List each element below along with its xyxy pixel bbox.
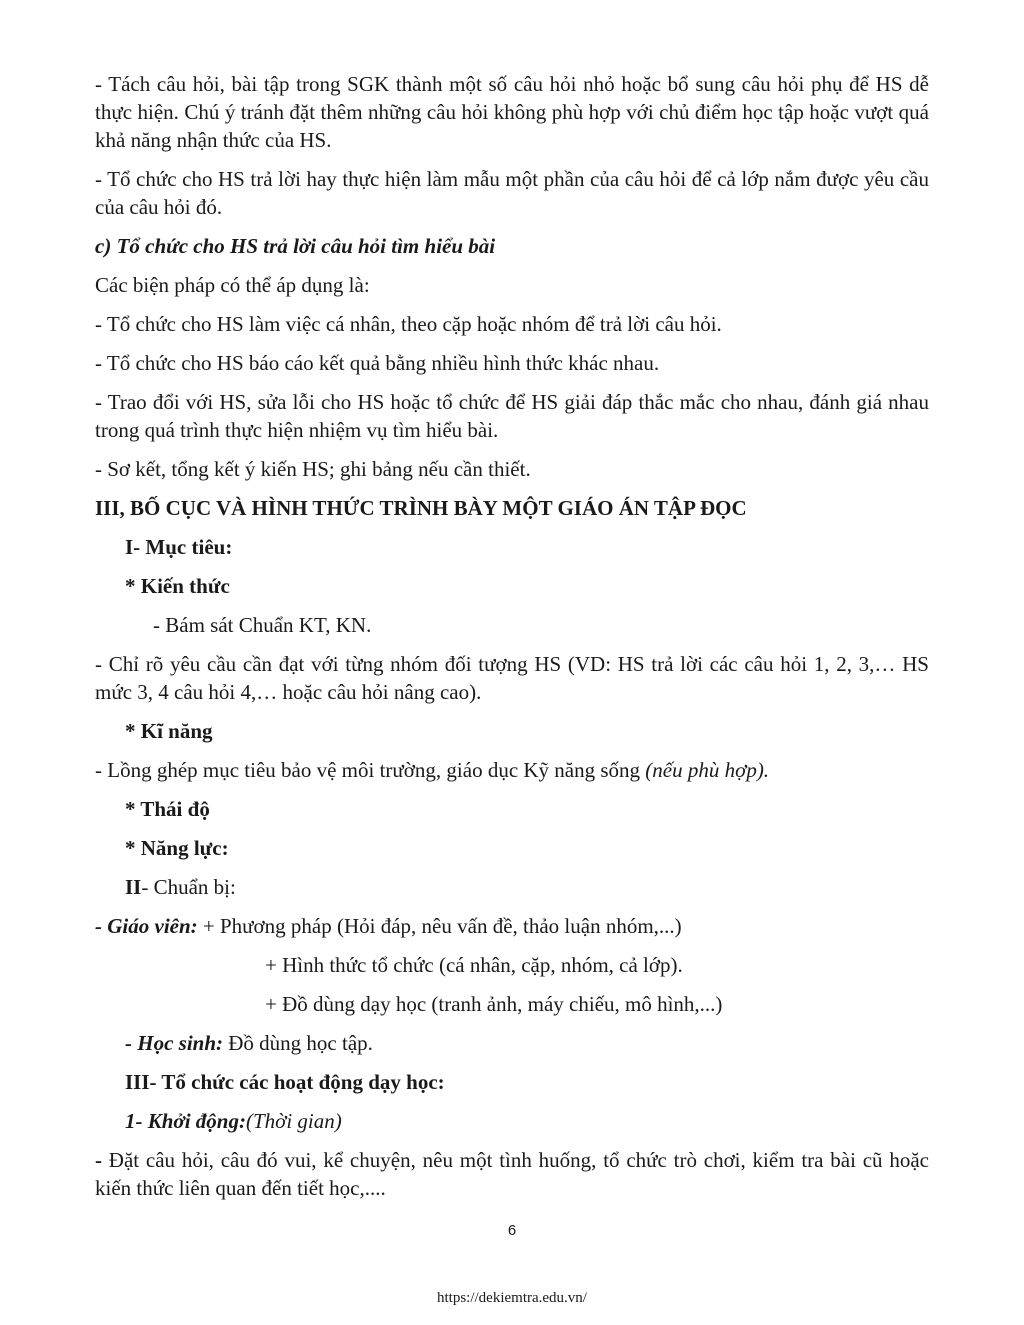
paragraph: - Chỉ rõ yêu cầu cần đạt với từng nhóm đối tượng HS (VD: HS trả lời các câu hỏi 1, 2, 3,… HS mức 3, 4 câu hỏi 4,… hoặc câu hỏi nâng cao). [95,652,929,704]
note: (Thời gian) [245,1109,342,1133]
label: - Giáo viên: [95,914,198,938]
subheading: * Kĩ năng [125,719,213,743]
subheading [95,873,929,901]
paragraph [95,1146,929,1202]
paragraph [95,756,929,784]
subheading: I- Mục tiêu: [125,535,233,559]
text: II [125,875,142,899]
text: Đồ dùng học tập. [223,1031,373,1055]
subheading: * Năng lực: [125,836,229,860]
subheading: * Kiến thức [125,574,230,598]
text: Đặt câu hỏi, câu đó vui, kể chuyện, nêu một tình huống, tổ chức trò chơi, kiểm tra bài cũ hoặc kiến thức liên quan đến tiết học,.... [95,1148,929,1200]
paragraph: - Tổ chức cho HS trả lời hay thực hiện làm mẫu một phần của câu hỏi để cả lớp nắm được yêu cầu của câu hỏi đó. [95,167,929,219]
footer-url: https://dekiemtra.edu.vn/ [437,1290,587,1306]
text: - Lồng ghép mục tiêu bảo vệ môi trường, giáo dục Kỹ năng sống [95,758,646,782]
page-number: 6 [507,1222,517,1239]
text: - Chuẩn bị: [141,875,236,899]
note: (nếu phù hợp). [645,758,770,782]
paragraph: - Tách câu hỏi, bài tập trong SGK thành một số câu hỏi nhỏ hoặc bổ sung câu hỏi phụ để HS dễ thực hiện. Chú ý tránh đặt thêm những câu hỏi không phù hợp với chủ điểm học tập hoặc vượt quá khả năng nhận thức của HS. [95,72,929,152]
label: 1- Khởi động: [125,1109,246,1133]
paragraph: - Tổ chức cho HS báo cáo kết quả bằng nhiều hình thức khác nhau. [95,351,660,375]
paragraph: - Tổ chức cho HS làm việc cá nhân, theo cặp hoặc nhóm để trả lời câu hỏi. [95,312,722,336]
section-heading: III, BỐ CỤC VÀ HÌNH THỨC TRÌNH BÀY MỘT GIÁO ÁN TẬP ĐỌC [95,496,747,520]
label: - Học sinh: [125,1031,224,1055]
subheading: * Thái độ [125,797,210,821]
paragraph [95,912,929,940]
paragraph: + Đồ dùng dạy học (tranh ảnh, máy chiếu, mô hình,...) [265,992,723,1016]
subheading: III- Tổ chức các hoạt động dạy học: [125,1070,445,1094]
paragraph [95,1029,929,1057]
paragraph: - Trao đổi với HS, sửa lỗi cho HS hoặc tổ chức để HS giải đáp thắc mắc cho nhau, đánh giá nhau trong quá trình thực hiện nhiệm vụ tìm hiểu bài. [95,390,929,442]
paragraph: + Hình thức tổ chức (cá nhân, cặp, nhóm, cả lớp). [265,953,683,977]
text: - [95,1148,102,1172]
text: + Phương pháp (Hỏi đáp, nêu vấn đề, thảo luận nhóm,...) [197,914,682,938]
paragraph [95,1107,929,1135]
paragraph: Các biện pháp có thể áp dụng là: [95,273,370,297]
document-body [95,70,929,1213]
subheading: c) Tổ chức cho HS trả lời câu hỏi tìm hiểu bài [95,234,496,258]
paragraph: - Bám sát Chuẩn KT, KN. [153,613,372,637]
paragraph: - Sơ kết, tổng kết ý kiến HS; ghi bảng nếu cần thiết. [95,457,531,481]
